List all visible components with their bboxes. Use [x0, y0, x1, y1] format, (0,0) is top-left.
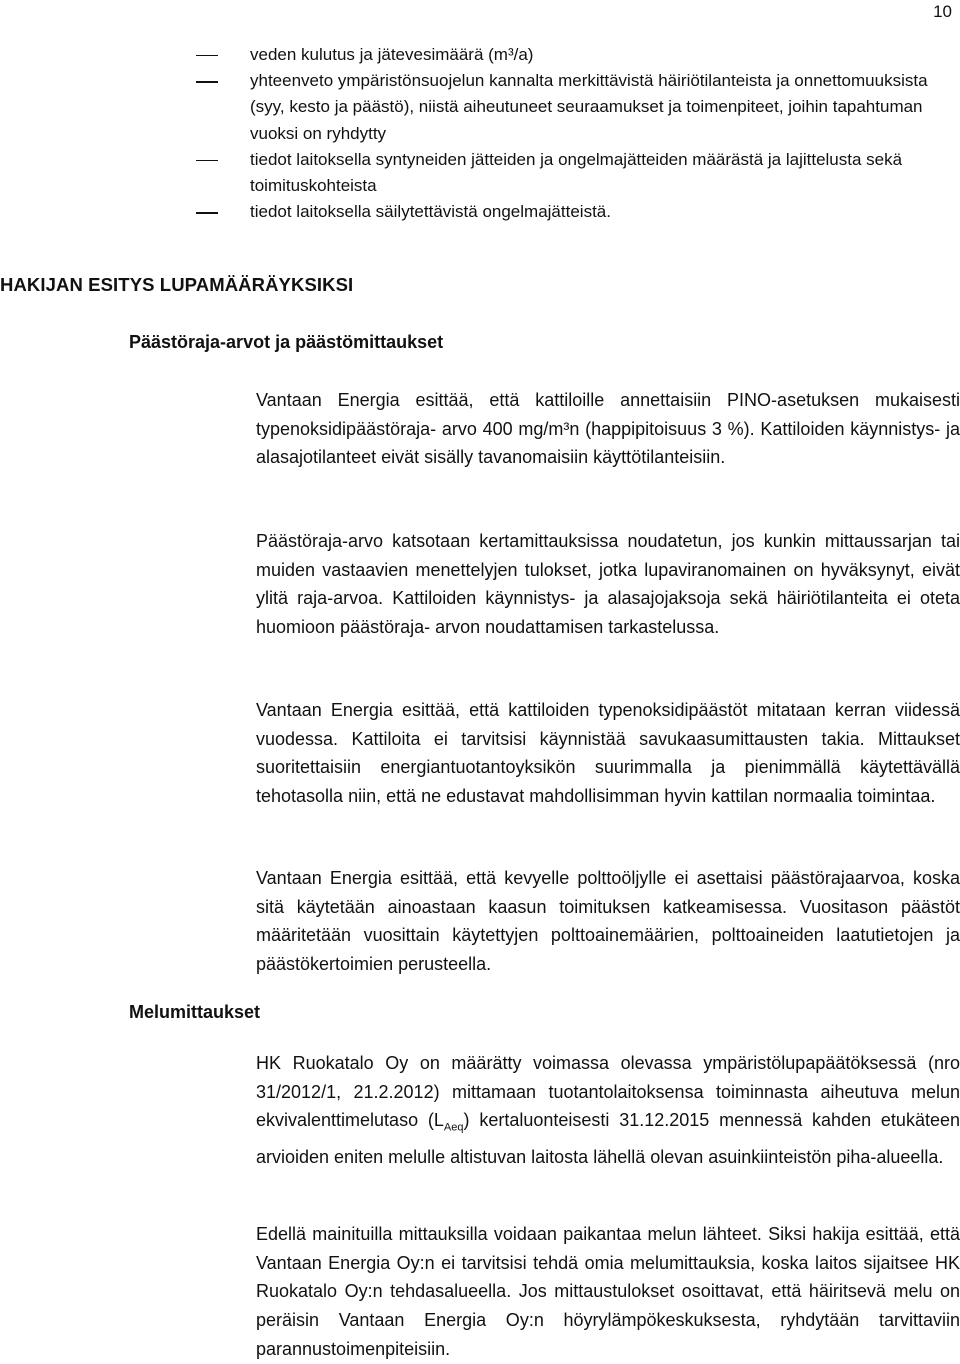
subsection-heading-noise: Melumittaukset — [129, 1002, 261, 1022]
noise-permit-text: HK Ruokatalo Oy on määrätty voimassa olevassa ympäristölupapäätöksessä (nro 31/2012/1, 21.2.2012) mittamaan tuotantolaitoksensa toiminnasta aiheutuva melun ekvivalenttimelutaso (L — [256, 1053, 960, 1131]
list-item — [190, 199, 930, 225]
paragraph-fuel-oil: Vantaan Energia esittää, että kevyelle polttoöljylle ei asettaisi päästörajaarvoa, koska sitä käytetään ainoastaan kaasun toimituksen katkeamisessa. Vuositason päästöt määritetään vuosittain käytettyjen polttoainemäärien, polttoaineiden laatutietojen ja päästökertoimien perusteella. — [256, 868, 960, 975]
list-item — [190, 147, 930, 199]
list-item-text: yhteenveto ympäristönsuojelun kannalta merkittävistä häiriötilanteista ja onnettomuuksista (syy, kesto ja päästö), niistä aiheutuneet seuraamukset ja toimenpiteet, joihin tapahtuman vuoksi on ryhdytty — [250, 71, 928, 143]
dash-bullet-icon — [196, 81, 218, 82]
paragraph-measurements: Vantaan Energia esittää, että kattiloiden typenoksidipäästöt mitataan kerran viidessä vuodessa. Kattiloita ei tarvitsisi käynnistää savukaasumittausten takia. Mittaukset suoritettaisiin energiantuotantoyksikön suurimmalla ja pienimmällä käytettävällä tehotasolla niin, että ne edustavat mahdollisimman hyvin kattilan normaalia toimintaa. — [256, 700, 960, 807]
aeq-subscript: Aeq — [443, 1122, 464, 1134]
page-number: 10 — [933, 2, 952, 21]
subsection-heading-emission: Päästöraja-arvot ja päästömittaukset — [129, 332, 444, 352]
list-item-text: tiedot laitoksella syntyneiden jätteiden ja ongelmajätteiden määrästä ja lajittelusta sekä toimituskohteista — [250, 149, 903, 196]
noise-permit-text-cont: ) kertaluonteisesti 31.12.2015 mennessä kahden etukäteen arvioiden eniten melulle altistuvan laitosta lähellä olevan asuinkiinteistön piha-alueella. — [256, 1110, 960, 1167]
dash-bullet-icon — [196, 212, 218, 213]
paragraph-noise-measurement: Edellä mainituilla mittauksilla voidaan paikantaa melun lähteet. Siksi hakija esittää, että Vantaan Energia Oy:n ei tarvitsisi tehdä omia melumittauksia, koska laitos sijaitsee HK Ruokatalo Oy:n tehdasalueella. Jos mittaustulokset osoittavat, että häiritsevä melu on peräisin Vantaan Energia Oy:n höyrylämpökeskuksesta, ryhdytään tarvittaviin parannustoimenpiteisiin. — [256, 1224, 960, 1359]
section-heading: HAKIJAN ESITYS LUPAMÄÄRÄYKSIKSI — [0, 274, 354, 295]
paragraph-emission-limit: Vantaan Energia esittää, että kattiloille annettaisiin PINO-asetuksen mukaisesti typenoksidipäästöraja- arvo 400 mg/m³n (happipitoisuus 3 %). Kattiloiden käynnistys- ja alasajotilanteet eivät sisälly tavanomaisiin käyttötilanteisiin. — [256, 390, 960, 468]
paragraph-compliance: Päästöraja-arvo katsotaan kertamittauksissa noudatetun, jos kunkin mittaussarjan tai muiden vastaavien menettelyjen tulokset, jotka lupaviranomainen on hyväksynyt, eivät ylitä raja-arvoa. Kattiloiden käynnistys- ja alasajojaksoja sekä häiriötilanteita ei oteta huomioon päästöraja- arvon noudattamisen tarkastelussa. — [256, 531, 960, 638]
dash-bullet-icon — [196, 55, 218, 56]
list-item — [190, 42, 930, 68]
paragraph-noise-permit — [256, 1049, 960, 1171]
list-item-text: tiedot laitoksella säilytettävistä ongelmajätteistä. — [250, 202, 611, 222]
requirements-list — [190, 42, 930, 225]
list-item-text: veden kulutus ja jätevesimäärä (m³/a) — [250, 45, 534, 64]
dash-bullet-icon — [196, 160, 218, 161]
list-item — [190, 68, 930, 147]
